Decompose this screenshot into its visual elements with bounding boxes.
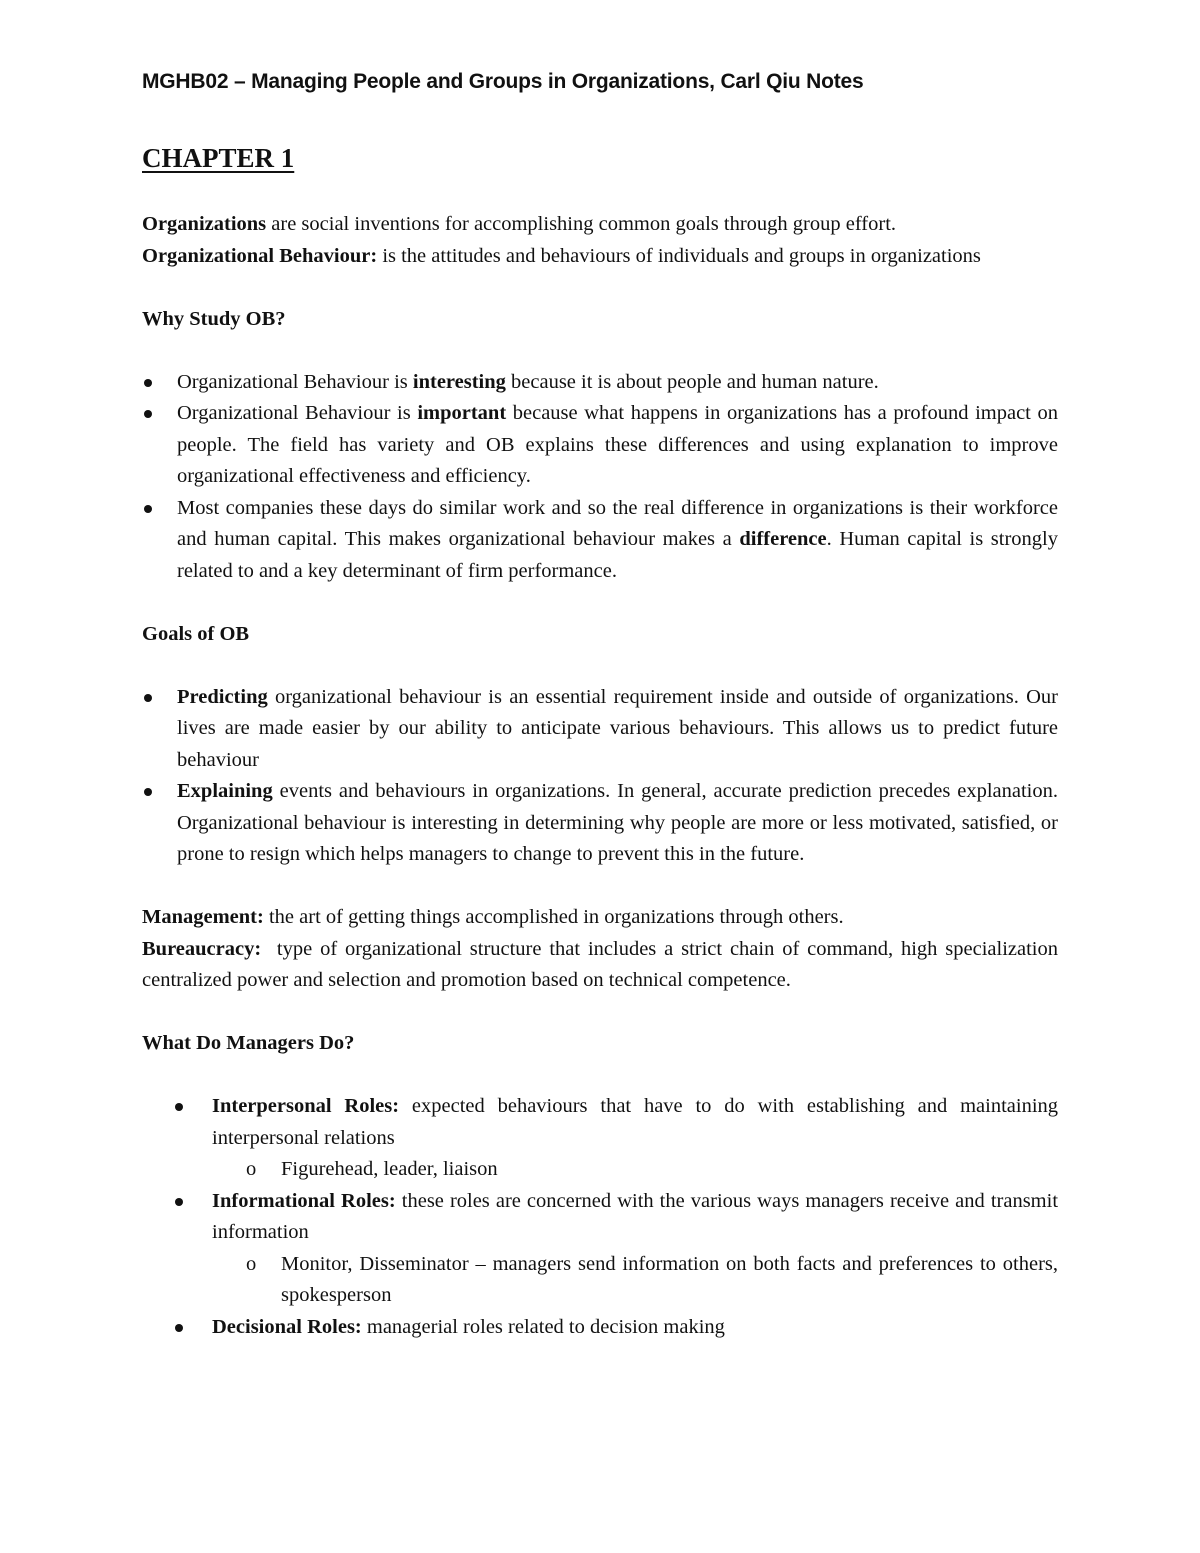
sub-list-item: o Monitor, Disseminator – managers send information on both facts and preferences to others, spokesperson <box>142 1249 1058 1312</box>
bureaucracy-definition: Bureaucracy: type of organizational structure that includes a strict chain of command, high specialization centralized power and selection and promotion based on technical competence. <box>142 937 1064 991</box>
org-def: are social inventions for accomplishing common goals through group effort. <box>266 213 897 235</box>
role-term: Informational Roles: <box>212 1189 396 1212</box>
list-item: Decisional Roles: managerial roles related to decision making <box>142 1312 1058 1344</box>
list-item: Explaining events and behaviours in organizations. In general, accurate prediction precedes explanation. Organizational behaviour is interesting in determining why people are more or less motivated, satisfied, or prone to resign which helps managers to change to prevent this in the future. <box>142 776 1058 871</box>
emphasis-interesting: interesting <box>412 370 506 393</box>
ob-term: Organizational Behaviour: <box>142 244 378 267</box>
managers-roles-list <box>142 1312 1058 1344</box>
why-study-list <box>142 367 1058 588</box>
emphasis-difference: difference <box>739 528 827 550</box>
managers-heading: What Do Managers Do? <box>142 1032 355 1054</box>
list-item: Informational Roles: these roles are concerned with the various ways managers receive and transmit information <box>142 1186 1058 1249</box>
list-item: Organizational Behaviour is important because what happens in organizations has a profound impact on people. The field has variety and OB explains these differences and using explanation to improve organizational effectiveness and efficiency. <box>142 398 1058 493</box>
sub-bullet-marker: o <box>246 1158 257 1180</box>
managers-roles-list <box>142 1091 1058 1154</box>
role-term: Interpersonal Roles: <box>212 1095 400 1117</box>
goals-heading: Goals of OB <box>142 622 250 645</box>
org-term: Organizations <box>142 213 267 235</box>
goal-term: Explaining <box>177 780 273 802</box>
chapter-title: CHAPTER 1 <box>142 143 295 173</box>
ob-def: is the attitudes and behaviours of individuals and groups in organizations <box>377 244 981 267</box>
goal-term: Predicting <box>177 685 268 708</box>
emphasis-important: important <box>417 402 507 424</box>
ob-definition <box>142 241 1058 273</box>
list-item: Most companies these days do similar work and so the real difference in organizations is their workforce and human capital. This makes organizational behaviour makes a difference. Human capital is strongly related to and a key determinant of firm performance. <box>142 493 1058 588</box>
interpersonal-sublist <box>142 1154 1058 1186</box>
managers-roles-list <box>142 1186 1058 1249</box>
list-item: Predicting organizational behaviour is an essential requirement inside and outside of organizations. Our lives are made easier by our ability to anticipate various behaviours. This allows us to predict future behaviour <box>142 682 1058 777</box>
why-study-heading: Why Study OB? <box>142 307 286 330</box>
sub-list-item: o Figurehead, leader, liaison <box>142 1154 1058 1186</box>
org-definition <box>142 209 1058 241</box>
bureaucracy-term: Bureaucracy: <box>142 937 262 960</box>
document-body <box>142 209 1064 1343</box>
list-item: Interpersonal Roles: expected behaviours that have to do with establishing and maintaining interpersonal relations <box>142 1091 1058 1154</box>
informational-sublist <box>142 1249 1058 1312</box>
document-header: MGHB02 – Managing People and Groups in Organizations, Carl Qiu Notes <box>142 70 864 93</box>
goals-list <box>142 682 1058 871</box>
role-term: Decisional Roles: <box>212 1315 362 1338</box>
sub-bullet-marker: o <box>246 1252 257 1275</box>
management-definition: Management: the art of getting things accomplished in organizations through others. <box>142 906 844 928</box>
management-term: Management: <box>142 906 264 928</box>
list-item: Organizational Behaviour is interesting because it is about people and human nature. <box>142 367 1058 399</box>
